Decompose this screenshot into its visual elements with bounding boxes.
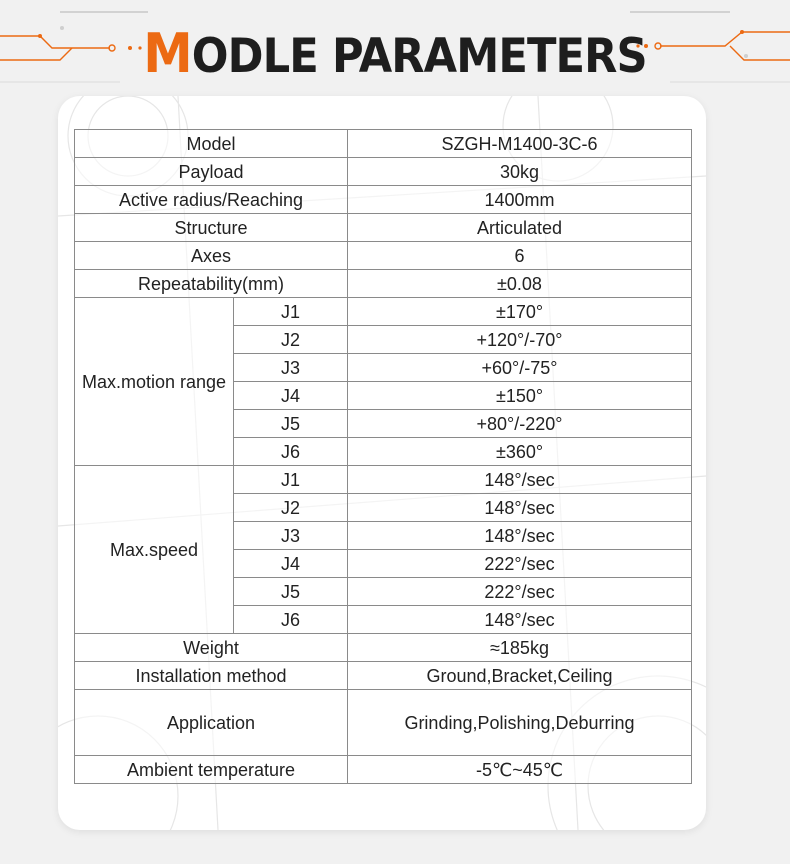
joint-value: 222°/sec <box>348 550 692 578</box>
param-value: Articulated <box>348 214 692 242</box>
param-label: Repeatability(mm) <box>75 270 348 298</box>
joint-label: J1 <box>234 466 348 494</box>
table-row <box>75 298 692 326</box>
spec-card <box>58 96 706 830</box>
joint-value: 148°/sec <box>348 494 692 522</box>
joint-value: +60°/-75° <box>348 354 692 382</box>
joint-label: J2 <box>234 326 348 354</box>
param-value: Ground,Bracket,Ceiling <box>348 662 692 690</box>
param-label: Weight <box>75 634 348 662</box>
param-label: Payload <box>75 158 348 186</box>
table-row <box>75 756 692 784</box>
title-first-letter: M <box>143 22 192 85</box>
speed-label: Max.speed <box>75 466 234 634</box>
table-row <box>75 214 692 242</box>
table-row <box>75 186 692 214</box>
joint-value: 148°/sec <box>348 522 692 550</box>
joint-value: ±360° <box>348 438 692 466</box>
param-value: ≈185kg <box>348 634 692 662</box>
param-value: 6 <box>348 242 692 270</box>
param-value: -5℃~45℃ <box>348 756 692 784</box>
joint-label: J2 <box>234 494 348 522</box>
table-row <box>75 662 692 690</box>
table-row <box>75 634 692 662</box>
table-row <box>75 690 692 756</box>
param-value: 30kg <box>348 158 692 186</box>
joint-value: ±150° <box>348 382 692 410</box>
param-label: Installation method <box>75 662 348 690</box>
table-row <box>75 270 692 298</box>
table-row <box>75 130 692 158</box>
joint-label: J5 <box>234 410 348 438</box>
param-value: 1400mm <box>348 186 692 214</box>
joint-label: J4 <box>234 550 348 578</box>
motion-range-label: Max.motion range <box>75 298 234 466</box>
param-label: Structure <box>75 214 348 242</box>
param-label: Axes <box>75 242 348 270</box>
page-title <box>32 22 759 85</box>
joint-label: J1 <box>234 298 348 326</box>
joint-value: ±170° <box>348 298 692 326</box>
parameters-table <box>74 129 692 784</box>
title-rest: ODLE PARAMETERS <box>191 29 647 84</box>
joint-label: J4 <box>234 382 348 410</box>
param-value: ±0.08 <box>348 270 692 298</box>
param-label: Active radius/Reaching <box>75 186 348 214</box>
joint-label: J6 <box>234 438 348 466</box>
header <box>0 0 790 95</box>
joint-label: J3 <box>234 522 348 550</box>
joint-value: 222°/sec <box>348 578 692 606</box>
param-value: SZGH-M1400-3C-6 <box>348 130 692 158</box>
table-row <box>75 158 692 186</box>
joint-label: J6 <box>234 606 348 634</box>
param-label: Application <box>75 690 348 756</box>
joint-value: 148°/sec <box>348 606 692 634</box>
param-label: Ambient temperature <box>75 756 348 784</box>
joint-label: J5 <box>234 578 348 606</box>
joint-label: J3 <box>234 354 348 382</box>
table-row <box>75 466 692 494</box>
param-label: Model <box>75 130 348 158</box>
table-row <box>75 242 692 270</box>
joint-value: +80°/-220° <box>348 410 692 438</box>
param-value: Grinding,Polishing,Deburring <box>348 690 692 756</box>
joint-value: 148°/sec <box>348 466 692 494</box>
joint-value: +120°/-70° <box>348 326 692 354</box>
